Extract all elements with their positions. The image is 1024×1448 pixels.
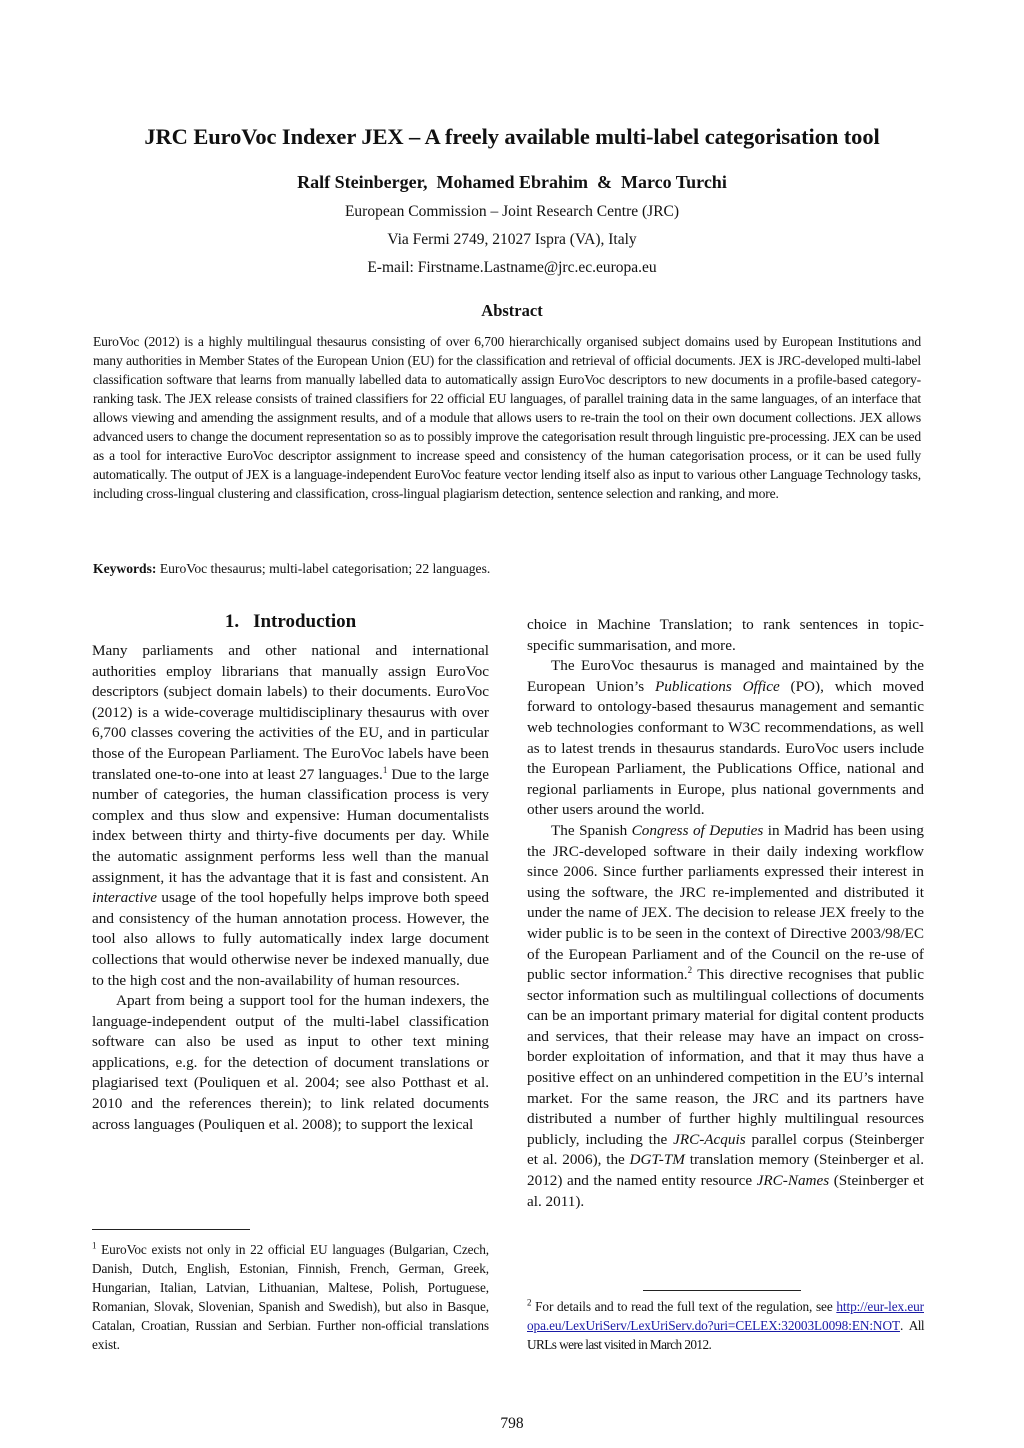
section-title: Introduction: [253, 611, 357, 632]
abstract-heading: Abstract: [481, 301, 543, 320]
footnote-rule: [92, 1229, 250, 1230]
text-run: Due to the large number of categories, the human classification process is very complex and thus slow and expensive: Human documentalists index between thirty and thirty-five documents per day. While the automatic assignment performs less well than the manual assignment, it has the advantage that it is fast and consistent. An: [92, 765, 490, 886]
section-number: 1.: [224, 611, 240, 632]
author-list: Ralf Steinberger, Mohamed Ebrahim & Marco Turchi: [297, 172, 727, 192]
italic-run: DGT-TM: [629, 1151, 685, 1169]
footnote-text: . All URLs were last visited in March 2012.: [527, 1318, 924, 1352]
italic-run: Congress of Deputies: [631, 821, 764, 839]
footnote-ref: 1: [382, 764, 388, 775]
text-run: This directive recognises that public sector information such as multilingual collections of documents can be an important primary material for digital content products and services, that their release may have an impact on cross-border exploitation of information, and that it may thus have a positive effect on an unhindered competition in the EU’s internal market. For the same reason, the JRC and its partners have distributed a number of further highly multilingual resources publicly, including the: [527, 966, 924, 1148]
text-run: (PO), which moved forward to ontology-based thesaurus management and semantic web technologies conformant to W3C recommendations, as well as to latest trends in thesaurus standards. EuroVoc users include the European Parliament, the Publications Office, national and regional parliaments in Europe, plus national governments and other users around the world.: [527, 677, 924, 819]
keywords-text: EuroVoc thesaurus; multi-label categorisation; 22 languages.: [156, 561, 491, 576]
left-column: [92, 641, 489, 1135]
paper-title: JRC EuroVoc Indexer JEX – A freely available multi-label categorisation tool: [144, 124, 880, 149]
text-run: Many parliaments and other national and international authorities employ librarians that manually assign EuroVoc descriptors (subject domain labels) to their documents. EuroVoc (2012) is a wide-coverage multidisciplinary thesaurus with over 6,700 classes covering the activities of the EU, and in particular those of the European Parliament. The EuroVoc labels have been translated one-to-one into at least 27 languages.: [92, 642, 489, 783]
footnote-1: [92, 1240, 489, 1354]
italic-run: JRC-Acquis: [673, 1130, 746, 1148]
abstract-text: EuroVoc (2012) is a highly multilingual thesaurus consisting of over 6,700 hierarchically organised subject domains used by European Institutions and many authorities in Member States of the European Union (EU) for the classification and retrieval of official documents. JEX is JRC-developed multi-label classification software that learns from manually labelled data to automatically assign EuroVoc descriptors to new documents in a profile-based category-ranking task. The JEX release consists of trained classifiers for 22 official EU languages, of parallel training data in the same languages, of an interface that allows viewing and amending the assignment results, and of a module that allows users to re-train the tool on their own document collections. JEX allows advanced users to change the document representation so as to possibly improve the categorisation result through linguistic pre-processing. JEX can be used as a tool for interactive EuroVoc descriptor assignment to increase speed and consistency of the human categorisation process, or it can be used fully automatically. The output of JEX is a language-independent EuroVoc feature vector lending itself also as input to various other Language Technology tasks, including cross-lingual clustering and classification, cross-lingual plagiarism detection, sentence selection and ranking, and more.: [93, 334, 921, 502]
text-run: translation memory (Steinberger et al. 2012) and the named entity resource: [527, 1151, 924, 1190]
page-number: 798: [500, 1415, 524, 1432]
text-run: The EuroVoc thesaurus is managed and maintained by the European Union’s: [527, 657, 924, 695]
paragraph: [92, 641, 489, 991]
footnote-rule: [643, 1290, 801, 1291]
italic-run: interactive: [92, 889, 157, 907]
text-run: The Spanish: [551, 821, 632, 839]
address-line: Via Fermi 2749, 21027 Ispra (VA), Italy: [387, 231, 637, 248]
paragraph: choice in Machine Translation; to rank sentences in topic-specific summarisation, and more.: [527, 616, 924, 654]
footnote-text: EuroVoc exists not only in 22 official EU languages (Bulgarian, Czech, Danish, Dutch, English, Estonian, Finnish, French, German, Greek, Hungarian, Italian, Latvian, Lithuanian, Maltese, Polish, Portuguese, Romanian, Slovak, Slovenian, Spanish and Swedish), but also in Basque, Catalan, Croatian, Russian and Serbian. Further non-official translations exist.: [92, 1242, 489, 1352]
italic-run: JRC-Names: [756, 1172, 830, 1190]
footnote-mark: 1: [92, 1240, 97, 1251]
text-run: in Madrid has been using the JRC-developed software in their daily indexing workflow since 2006. Since further parliaments expressed their interest in using the software, the JRC re-implemented and distributed it under the name of JEX. The decision to release JEX freely to the wider public is to be seen in the context of Directive 2003/98/EC of the European Parliament and of the Council on the re-use of public sector information.: [527, 821, 924, 984]
keywords: [93, 559, 921, 578]
text-run: (Steinberger et al. 2011).: [527, 1172, 925, 1210]
footnote-2: [527, 1297, 924, 1354]
email-line: E-mail: Firstname.Lastname@jrc.ec.europa.eu: [367, 259, 657, 276]
affiliation-line: European Commission – Joint Research Centre (JRC): [344, 203, 680, 220]
regulation-link[interactable]: http://eur-lex.europa.eu/LexUriServ/LexUriServ.do?uri=CELEX:32003L0098:EN:NOT: [527, 1299, 924, 1333]
text-run: usage of the tool hopefully helps improve both speed and consistency of the human annotation process. However, the tool also allows to fully automatically index large document collections that would otherwise never be indexed manually, due to the high cost and the non-availability of human resources.: [92, 889, 489, 989]
right-column: [527, 615, 924, 1212]
italic-run: Publications Office: [654, 677, 780, 695]
section-heading: [92, 611, 489, 633]
paragraph: [527, 656, 924, 821]
footnote-ref: 2: [687, 965, 693, 976]
footnote-mark: 2: [527, 1297, 532, 1308]
text-run: parallel corpus (Steinberger et al. 2006), the: [527, 1130, 924, 1169]
keywords-label: Keywords:: [93, 561, 157, 576]
paragraph: [527, 821, 924, 1212]
paragraph: Apart from being a support tool for the human indexers, the language-independent output of the multi-label classification software can also be used as input to other text mining applications, e.g. for the detection of document translations or plagiarised text (Pouliquen et al. 2004; see also Potthast et al. 2010 and the references therein); to link related documents across languages (Pouliquen et al. 2008); to support the lexical: [92, 992, 489, 1133]
footnote-text: For details and to read the full text of the regulation, see: [531, 1299, 837, 1314]
